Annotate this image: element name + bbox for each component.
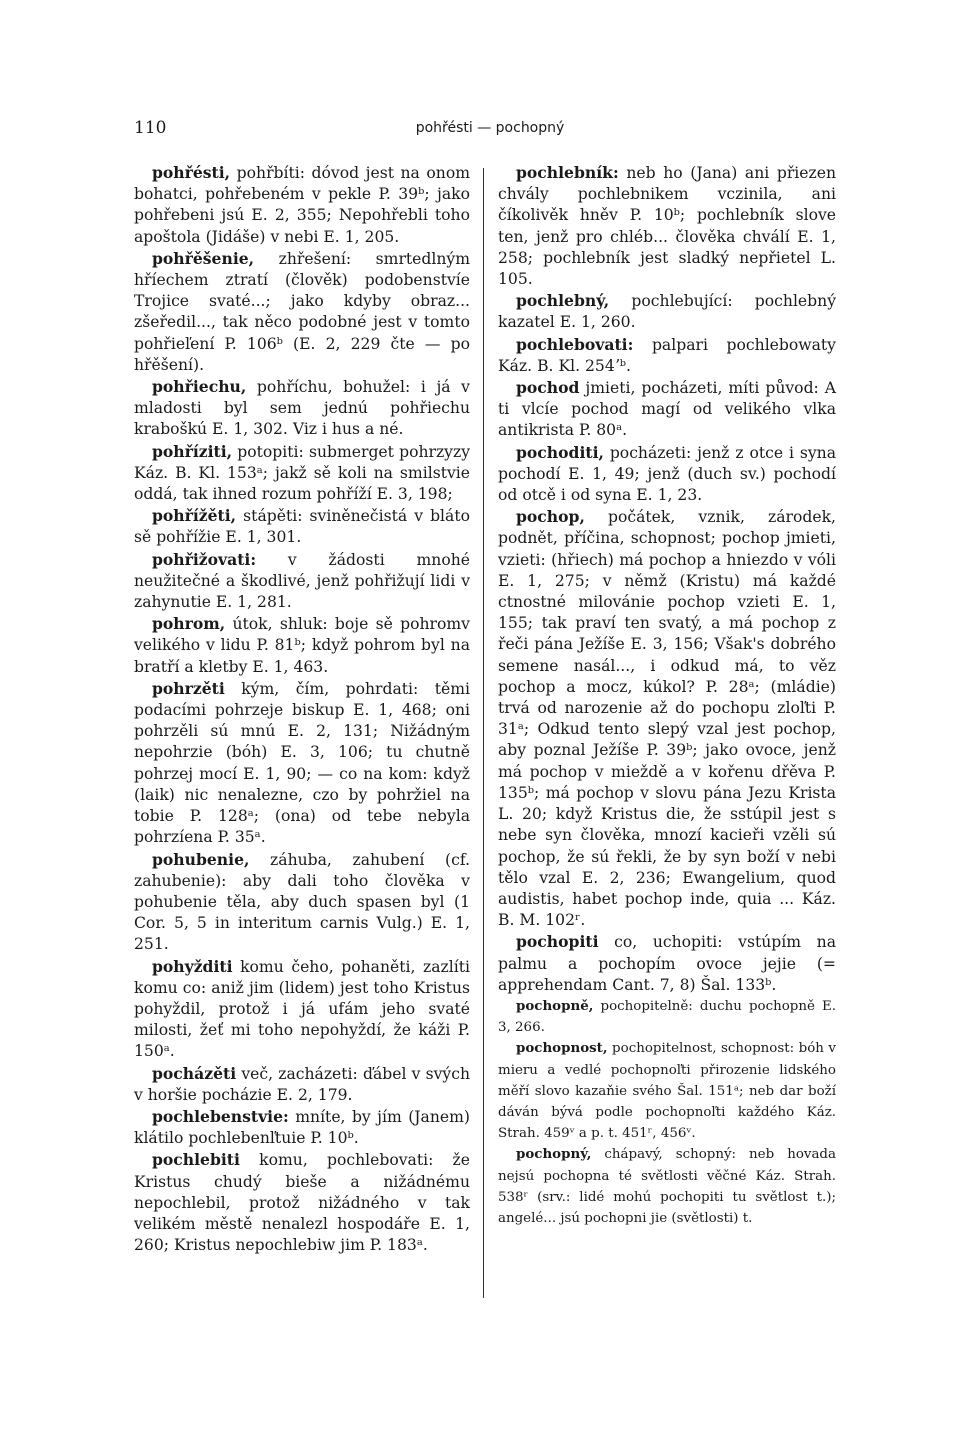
entry-text: jmieti, pocházeti, míti původ: A ti vlcíe pochod magí od velikého vlka antikrista P. 80ᵃ. bbox=[498, 379, 836, 440]
dictionary-entry bbox=[498, 442, 836, 507]
dictionary-entry bbox=[134, 162, 470, 248]
entry-headword: pochlebenstvie: bbox=[152, 1106, 289, 1126]
entry-headword: pochlebovati: bbox=[516, 334, 634, 354]
dictionary-entry bbox=[134, 613, 470, 678]
entry-text: záhuba, zahubení (cf. zahubenie): aby dali toho člověka v pohubenie těla, aby duch spasen byl (1 Cor. 5, 5 in interitum carnis Vulg.) E. 1, 251. bbox=[134, 850, 470, 954]
entry-text: pohříchu, bohužel: i já v mladosti byl sem jednú pohřiechu kraboškú E. 1, 302. Viz i hus a né. bbox=[134, 378, 470, 439]
dictionary-entry bbox=[134, 1106, 470, 1149]
entry-headword: pochop, bbox=[516, 507, 585, 527]
entry-headword: pochlebný, bbox=[516, 291, 610, 311]
entry-text: palpari pochlebowaty Káz. B. Kl. 254ʼᵇ. bbox=[498, 335, 836, 375]
entry-headword: pohyžditi bbox=[152, 956, 233, 976]
entry-headword: pocházěti bbox=[152, 1063, 237, 1083]
entry-text: co, uchopiti: vstúpím na palmu a pochopím ovoce jejie (= apprehendam Cant. 7, 8) Šal. 133ᵇ. bbox=[498, 933, 836, 994]
entry-headword: pohřěšenie, bbox=[152, 248, 255, 268]
dictionary-entry bbox=[498, 334, 836, 377]
dictionary-entry bbox=[498, 290, 836, 333]
entry-text: v žádosti mnohé neužitečné a škodlivé, jenž pohřižují lidi v zahynutie E. 1, 281. bbox=[134, 550, 470, 612]
dictionary-entry bbox=[498, 1144, 836, 1229]
entry-headword: pohrzěti bbox=[152, 678, 225, 698]
dictionary-entry bbox=[498, 377, 836, 442]
page-header bbox=[134, 118, 846, 142]
entry-headword: pohříziti, bbox=[152, 441, 233, 461]
dictionary-entry bbox=[498, 506, 836, 931]
dictionary-entry bbox=[498, 996, 836, 1038]
entry-headword: pochlebník: bbox=[516, 163, 619, 182]
entry-text: pochopitelně: duchu pochopně E. 3, 266. bbox=[498, 998, 836, 1036]
dictionary-entry bbox=[134, 956, 470, 1063]
entry-headword: pohubenie, bbox=[152, 849, 250, 869]
running-head: pohřésti — pochopný bbox=[415, 120, 565, 136]
dictionary-entry bbox=[134, 505, 470, 548]
left-column bbox=[134, 162, 470, 1256]
entry-headword: pohřížěti, bbox=[152, 506, 237, 526]
entry-headword: pochopiti bbox=[516, 932, 599, 952]
entry-text: komu čeho, pohaněti, zazlíti komu co: aniž jim (lidem) jest toho Kristus pohyždil, protož i já ufám jeho svaté milosti, žeť mi toho nepohyždí, že káži P. 150ᵃ. bbox=[134, 957, 470, 1061]
dictionary-entry bbox=[498, 162, 836, 290]
entry-text: pochlebující: pochlebný kazatel E. 1, 260. bbox=[498, 292, 836, 332]
dictionary-entry bbox=[134, 441, 470, 506]
entry-text: neb ho (Jana) ani přiezen chvály pochlebnikem vczinila, ani číkolivěk hněv P. 10ᵇ; pochlebník slove ten, jenž pro chléb... člověka chválí E. 1, 258; pochlebník jest sladký nepřietel L. 105. bbox=[498, 164, 836, 289]
page-number: 110 bbox=[134, 118, 167, 138]
column-divider bbox=[483, 168, 484, 1298]
entry-headword: pohřésti, bbox=[152, 163, 231, 182]
entry-headword: pochopnost, bbox=[516, 1040, 608, 1057]
entry-headword: pohřiechu, bbox=[152, 377, 247, 397]
entry-text: útok, shluk: boje sě pohromv velikého v lidu P. 81ᵇ; když pohrom byl na bratří a kletby E. 1, 463. bbox=[134, 615, 470, 676]
dictionary-entry bbox=[498, 1038, 836, 1144]
entry-headword: pohřižovati: bbox=[152, 549, 257, 569]
entry-text: kým, čím, pohrdati: těmi podacími pohrzeje biskup E. 1, 468; oni pohrzěli sú mnú E. 2, 131; Nižádným nepohrzie (bóh) E. 3, 106; tu chutně pohrzej mocí E. 1, 90; — co na kom: když (laik) nic nenalezne, czo by pohržiel na tobie P. 128ᵃ; (ona) od tebe nebyla pohrzíena P. 35ᵃ. bbox=[134, 679, 470, 847]
dictionary-entry bbox=[134, 849, 470, 956]
dictionary-entry bbox=[134, 1149, 470, 1256]
dictionary-entry bbox=[134, 1063, 470, 1106]
dictionary-entry bbox=[134, 376, 470, 441]
entry-text: pocházeti: jenž z otce i syna pochodí E. 1, 49; jenž (duch sv.) pochodí od otcě i od syna E. 1, 23. bbox=[498, 443, 836, 505]
dictionary-entry bbox=[498, 931, 836, 996]
entry-text: pochopitelnost, schopnost: bóh v mieru a vedlé pochopnoľti přirozenie lidského měří slovo kazaňie svého Šal. 151ᵃ; neb dar boží dáván bývá podle pochopnoľti každého Káz. Strah. 459ᵛ a p. t. 451ʳ, 456ᵛ. bbox=[498, 1041, 836, 1142]
entry-text: zhřešení: smrtedlným hříechem ztratí (člověk) podobenstvíe Trojice svaté...; jako kdyby obraz... zšeředil..., tak něco podobné jest v tomto pohřieľení P. 106ᵇ (E. 2, 229 čte — po hřěšení). bbox=[134, 249, 470, 374]
dictionary-entry bbox=[134, 678, 470, 849]
entry-text: chápavý, schopný: neb hovada nejsú pochopna té světlosti věčné Káz. Strah. 538ʳ (srv.: lidé mohú pochopiti tu světlost t.); angelé... jsú pochopni jie (světlosti) t. bbox=[498, 1147, 836, 1226]
entry-headword: pochlebiti bbox=[152, 1150, 240, 1170]
entry-headword: pochoditi, bbox=[516, 442, 604, 462]
entry-text: počátek, vznik, zárodek, podnět, příčina, schopnost; pochop jmieti, vzieti: (hřiech) má pochop a hniezdo v vóli E. 1, 275; v němž (Kristu) má každé ctnostné milovánie pochop vzieti E. 1, 155; tak praví ten svatý, a má pochop z řeči pána Ježíše E. 3, 156; Však's dobrého semene nasál..., i odkud má, to věz pochop a mocz, kúkol? P. 28ᵃ; (mládie) trvá od narozenie až do pochopu zloľti P. 31ᵃ; Odkud tento slepý vzal jest pochop, aby poznal Ježíše P. 39ᵇ; jako ovoce, jenž má pochop v mieždě a v kořenu dřěva P. 135ᵇ; má pochop v slovu pána Jezu Krista L. 20; když Kristus die, že sstúpil jest s nebe syn člověka, mnozí kacieři vzěli sú pochop, že sú řekli, že by syn boží v nebi tělo vzal E. 2, 236; Ewangelium, quod audistis, habet pochop inde, quia ... Káz. B. M. 102ʳ. bbox=[498, 508, 836, 930]
entry-text: stápěti: sviněnečistá v bláto sě pohřížie E. 1, 301. bbox=[134, 507, 470, 547]
entry-text: pohřbíti: dóvod jest na onom bohatci, pohřebeném v pekle P. 39ᵇ; jako pohřebeni jsú E. 2, 355; Nepohřebli toho apoštola (Jidáše) v nebi E. 1, 205. bbox=[134, 164, 470, 246]
entry-headword: pohrom, bbox=[152, 614, 226, 634]
entry-text: potopiti: submerget pohrzyzy Káz. B. Kl. 153ᵃ; jakž sě koli na smilstvie oddá, tak ihned rozum pohříží E. 3, 198; bbox=[134, 442, 470, 504]
right-column bbox=[498, 162, 836, 1229]
entry-headword: pochod bbox=[516, 378, 580, 398]
entry-headword: pochopný, bbox=[516, 1146, 592, 1163]
entry-text: komu, pochlebovati: že Kristus chudý bieše a nižádnému nepochlebil, protož nižádného v tak velikém městě nenalezl hospodáře E. 1, 260; Kristus nepochlebiw jim P. 183ᵃ. bbox=[134, 1151, 470, 1255]
entry-text: več, zacházeti: ďábel v svých v horšie pocházie E. 2, 179. bbox=[134, 1064, 470, 1104]
entry-headword: pochopně, bbox=[516, 997, 594, 1014]
entry-text: mníte, by jím (Janem) klátilo pochlebenľtuie P. 10ᵇ. bbox=[134, 1107, 470, 1148]
dictionary-entry bbox=[134, 549, 470, 614]
dictionary-entry bbox=[134, 248, 470, 376]
